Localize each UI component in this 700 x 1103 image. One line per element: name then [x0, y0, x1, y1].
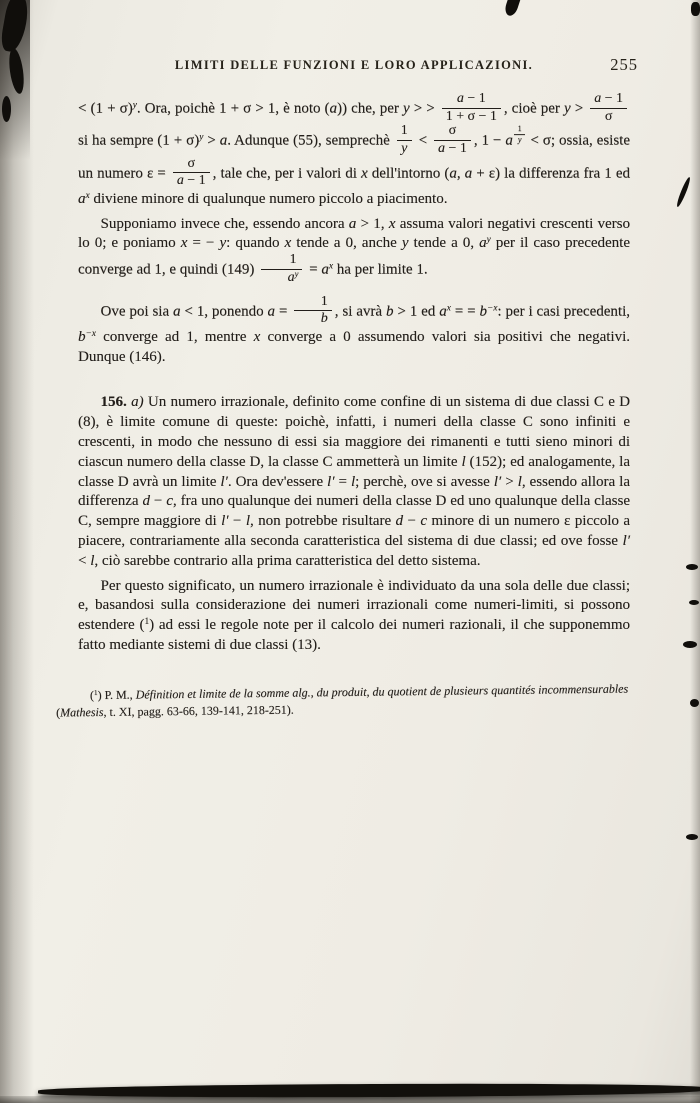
- math-var: a: [173, 303, 181, 320]
- math-var: y: [402, 100, 410, 117]
- paragraph: 156. a) Un numero irrazionale, definito come confine di un sistema di due classi C e D (8), è limite comune di queste: poichè, infatti, i numeri della classe C sono infiniti e crescenti, in modo che nessuno di essi sia maggiore dei rimanenti e tutti sieno minori di ciascun numero della classe D, la classe C ammetterà un limite l (152); ed analogamente, la classe D avrà un limite l′. Ora dev'essere l′ = l; perchè, ove si avesse l′ > l, essendo allora la differenza d − c, fra uno qualunque dei numeri della classe D ed uno qualunque della classe C, sempre maggiore di l′ − l, non potrebbe risultare d − c minore di un numero ε piccolo a piacere, contrariamente alla seconda caratteristica del sistema di due classi; ed ove fosse l′ < l, ciò sarebbe contrario alla prima caratteristica del detto sistema.: [78, 394, 631, 569]
- math-var: a: [456, 91, 464, 106]
- footnote-marker: 1: [144, 617, 150, 628]
- math-var: Définition et limite de la somme alg., du produit, du quotient de plusieurs quantités incommensurables: [135, 681, 629, 702]
- exponent: −x: [85, 328, 96, 339]
- fraction-numerator: 1: [514, 125, 526, 135]
- math-var: d: [142, 493, 150, 510]
- math-var: l′: [622, 532, 630, 549]
- fraction-denominator: [397, 141, 412, 157]
- math-var: a: [287, 269, 295, 285]
- fraction-numerator: a − 1: [442, 92, 501, 109]
- math-var: a: [348, 215, 357, 232]
- math-var: a: [439, 303, 447, 320]
- fraction-numerator: 1: [294, 295, 331, 312]
- exponent: x: [446, 302, 451, 313]
- paragraph: Per questo significato, un numero irrazionale è individuato da una sola delle due classi; e, basandosi sulla considerazione dei numeri irrazionali come numeri-limiti, si possono estendere ($^1$) ad essi le regole note per il calcolo dei numeri razionali, il che supponemmo fatto mediante sistemi di due classi (13).: [78, 577, 630, 653]
- page-body: [56, 91, 631, 720]
- math-var: l′: [220, 473, 228, 490]
- fraction-numerator: 1: [261, 253, 302, 270]
- exponent: y: [294, 268, 299, 279]
- math-var: l′: [327, 473, 335, 490]
- page-bottom-fade: [0, 1096, 700, 1103]
- paragraph: Ove poi sia a < 1, ponendo a = $\frac{1}{b}$ , si avrà b > 1 ed $a^x$ = = $b^{-x}$: per i casi precedenti, $b^{-x}$ converge ad 1, mentre x converge a 0 assumendo valori sia positivi che negativi. Dunque (146).: [78, 293, 630, 365]
- math-var: l: [245, 513, 250, 530]
- fraction: [442, 92, 501, 124]
- exponent: x: [328, 261, 334, 272]
- paragraph: < $(1 + \sigma)^y$. Ora, poichè 1 + σ > 1, è noto (a)) che, per y > > $\frac{a - 1}{1 + \sigma - 1}$ , cioè per y > $\frac{a - 1}{\sigma}$ si ha sempre $(1 + \sigma)^y > a$. Adunque (55), semprechè $\frac{1}{y}$ < $\frac{\sigma}{a - 1}$ , 1 − a $^{\frac{1}{y}}$ < σ; ossia, esiste un numero ε = $\frac{\sigma}{a - 1}$ , tale che, per i valori di x dell'intorno (a, a + ε) la differenza fra 1 ed $a^x$ diviene minore di qualunque numero piccolo a piacimento.: [78, 91, 630, 207]
- section-number: 156.: [100, 394, 127, 411]
- fraction: [590, 92, 627, 124]
- math-var: a: [505, 132, 513, 149]
- fraction-denominator: a − 1: [176, 173, 206, 189]
- math-var: l: [350, 473, 356, 490]
- math-var: a: [464, 165, 473, 182]
- math-var: a: [479, 235, 487, 252]
- math-var: b: [385, 303, 394, 320]
- math-var: x: [388, 215, 396, 232]
- math-var: y: [219, 235, 227, 252]
- math-var: c: [420, 513, 427, 530]
- math-var: c: [166, 493, 173, 510]
- math-var: a: [176, 173, 184, 189]
- math-var: x: [284, 235, 292, 252]
- exponent-fraction: [514, 125, 526, 144]
- fraction-denominator: a − 1: [438, 140, 467, 156]
- math-var: d: [395, 513, 404, 530]
- fraction: [434, 124, 471, 156]
- math-var: l: [517, 473, 522, 490]
- fraction-numerator: σ: [434, 124, 471, 141]
- math-var: y: [401, 140, 408, 156]
- math-var: a: [321, 261, 329, 278]
- math-var: y: [401, 235, 409, 252]
- math-var: a: [267, 303, 275, 320]
- math-var: b: [78, 328, 86, 345]
- math-var: Mathesis: [60, 704, 104, 720]
- math-var: a: [329, 100, 338, 117]
- fraction: [294, 295, 331, 327]
- math-var: a: [438, 140, 445, 156]
- math-var: l: [461, 453, 466, 470]
- exponent: y: [199, 132, 204, 143]
- math-var: x: [180, 235, 188, 252]
- math-var: a: [449, 165, 457, 182]
- fraction-denominator: σ: [604, 108, 613, 124]
- exponent: x: [85, 190, 90, 201]
- running-header: [78, 55, 638, 74]
- fraction-numerator: 1: [397, 124, 412, 141]
- math-var: l: [90, 552, 95, 569]
- math-var: a): [131, 394, 144, 411]
- fraction: [173, 157, 210, 189]
- math-var: l′: [221, 513, 229, 530]
- exponent: [513, 124, 527, 144]
- fraction-denominator: [294, 311, 331, 327]
- footnote: ($^1$) P. M., Définition et limite de la somme alg., du produit, du quotient de plusieurs quantités incommensurables (Mathesis, t. XI, pagg. 63-66, 139-141, 218-251).: [56, 681, 629, 720]
- fraction-denominator: 1 + σ − 1: [445, 108, 497, 124]
- math-var: a: [78, 190, 86, 207]
- paragraph: Supponiamo invece che, essendo ancora a > 1, x assuma valori negativi crescenti verso lo 0; e poniamo x = − y: quando x tende a 0, anche y tende a 0, $a^y$ per il caso precedente converge ad 1, e quindi (149) $\frac{1}{a^y}$ = $a^x$ ha per limite 1.: [78, 215, 631, 285]
- page-number: 255: [610, 55, 638, 74]
- math-var: x: [361, 165, 368, 182]
- fraction-numerator: a − 1: [590, 92, 627, 109]
- math-var: b: [320, 311, 328, 327]
- math-var: l′: [493, 473, 502, 490]
- footnote-marker: 1: [93, 687, 98, 697]
- ink-mark-right-6: [686, 834, 698, 840]
- math-var: y: [563, 100, 571, 117]
- math-var: y: [517, 134, 522, 144]
- exponent: y: [486, 235, 491, 246]
- exponent: −x: [486, 302, 498, 313]
- fraction-denominator: [261, 270, 302, 286]
- fraction: [261, 253, 302, 285]
- chapter-title: LIMITI DELLE FUNZIONI E LORO APPLICAZIONI.: [174, 58, 534, 72]
- fraction-numerator: σ: [173, 157, 210, 174]
- fraction: [397, 124, 412, 156]
- math-var: a: [594, 91, 602, 106]
- math-var: b: [479, 303, 487, 320]
- math-var: a: [219, 132, 228, 149]
- fraction-denominator: [514, 135, 526, 145]
- math-var: x: [253, 328, 261, 345]
- exponent: y: [132, 100, 137, 111]
